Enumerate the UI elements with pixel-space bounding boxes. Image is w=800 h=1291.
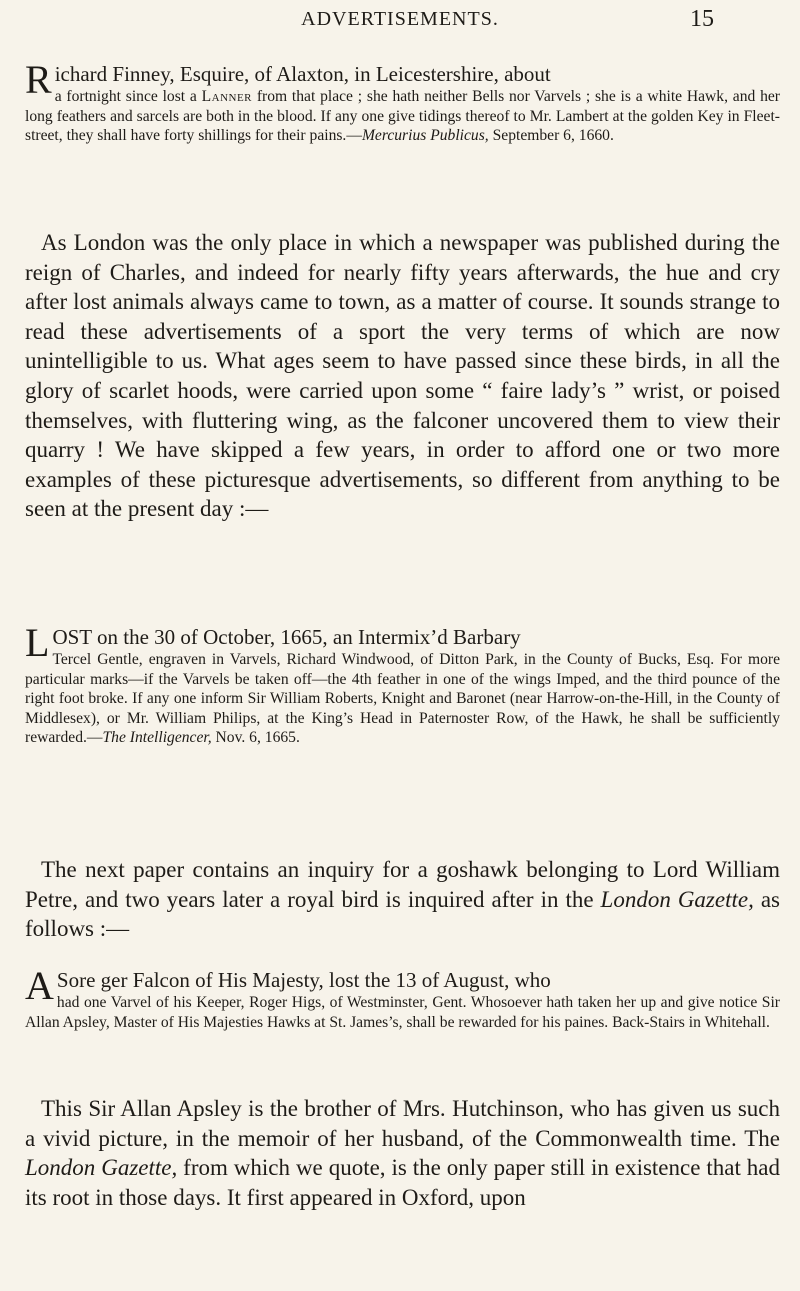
ad-term: Lanner	[201, 88, 253, 105]
paragraph-text: As London was the only place in which a newspaper was published during the reign of Charles, and indeed for nearly fifty years afterwards, the hue and cry after lost animals always came to town, as a matter of course. It sounds strange to read these advertisements of a sport the very terms of which are now unintelligible to us. What ages seem to have passed since these birds, in all the glory of scarlet hoods, were carried upon some “ faire lady’s ” wrist, or poised themselves, with fluttering wing, as the falconer uncovered them to view their quarry ! We have skipped a few years, in order to afford one or two more examples of these picturesque advertisements, so different from anything to be seen at the present day :—	[25, 230, 780, 522]
ad-lead-line: OST on the 30 of October, 1665, an Intermix’d Barbary	[52, 625, 521, 649]
drop-cap: R	[25, 57, 52, 102]
ad-text: had one Varvel of his Keeper, Roger Higs, of Westminster, Gent. Whosoever hath taken her up and give notice Sir Allan Apsley, Master of His Majesties Hawks at St. James’s, shall be rewarded for his paines. Back-Stairs in Whitehall.	[25, 994, 780, 1031]
advertisement-finney	[25, 57, 780, 146]
page-number: 15	[690, 6, 714, 32]
drop-cap: L	[25, 620, 50, 665]
paragraph-text-part: as follows :—	[25, 886, 780, 942]
ad-text: Tercel Gentle, engraven in Varvels, Richard Windwood, of Ditton Park, in the County of Bucks, Esq. For more particular marks—if the Varvels be taken off—the 4th feather in one of the wings Imped, and the third pounce of the right foot broke. If any one inform Sir William Roberts, Knight and Baronet (near Harrow-on-the-Hill, in the County of Middlesex), or Mr. William Philips, at the King’s Head in Paternoster Row, of the Hawk, he shall be sufficiently rewarded.—	[25, 651, 780, 746]
drop-cap: A	[25, 963, 54, 1008]
ad-source: The Intelligencer,	[102, 729, 212, 746]
body-paragraph	[25, 228, 780, 524]
body-paragraph	[25, 1094, 780, 1212]
paragraph-text-part: The next paper contains an inquiry for a goshawk belonging to Lord William Petre, and two years later a royal bird is inquired after in the	[25, 857, 780, 912]
ad-text: a fortnight since lost a	[54, 88, 202, 105]
ad-lead-line: ichard Finney, Esquire, of Alaxton, in Leicestershire, about	[54, 62, 551, 86]
paragraph-text-part: from which we quote, is the only paper still in existence that had its root in those days. It first appeared in Oxford, upon	[25, 1155, 780, 1210]
ad-source: Mercurius Publicus,	[361, 127, 489, 144]
running-title: ADVERTISEMENTS.	[301, 8, 499, 30]
paragraph-text	[25, 1094, 780, 1212]
ad-date: Nov. 6, 1665.	[211, 729, 300, 746]
ad-text: from that place ; she hath neither Bells nor Varvels ; she is a white Hawk, and her long feathers and sarcels are both in the blood. If any one give tidings thereof to Mr. Lambert at the golden Key in Fleet-street, they shall have forty shillings for their pains.—	[25, 88, 780, 144]
ad-lead-line: Sore ger Falcon of His Majesty, lost the 13 of August, who	[56, 968, 551, 992]
body-paragraph	[25, 855, 780, 944]
paragraph-text	[25, 855, 780, 944]
paragraph-text-part: This Sir Allan Apsley is the brother of Mrs. Hutchinson, who has given us such a vivid picture, in the memoir of her husband, of the Commonwealth time. The	[25, 1096, 780, 1151]
ad-date: September 6, 1660.	[488, 127, 614, 144]
advertisement-windwood	[25, 620, 780, 748]
publication-title: London Gazette,	[25, 1155, 178, 1181]
advertisement-falcon	[25, 963, 780, 1032]
publication-title: London Gazette,	[600, 886, 754, 912]
